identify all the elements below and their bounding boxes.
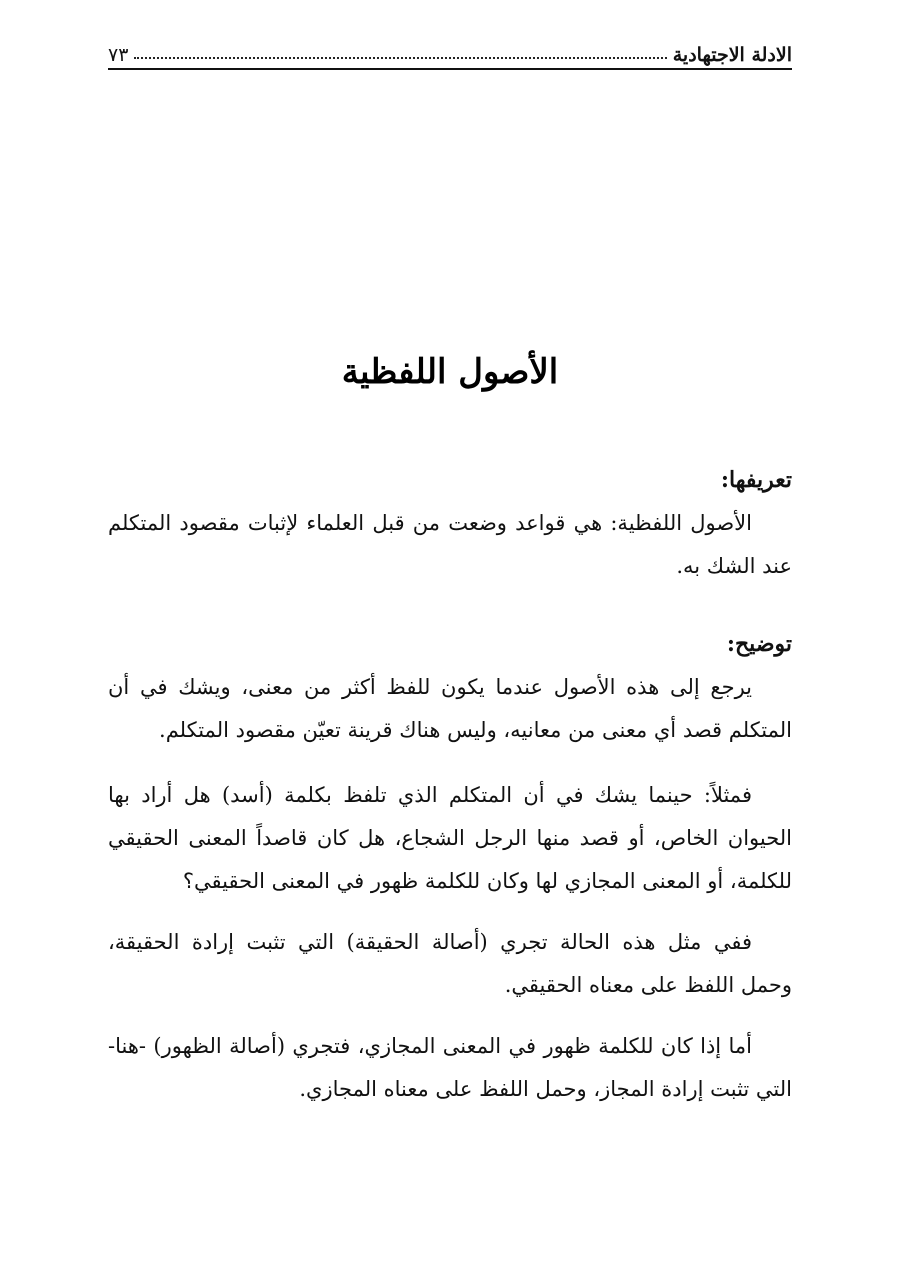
- spacer: [108, 1007, 792, 1025]
- clarification-heading: توضيح:: [726, 631, 792, 657]
- book-page: [108, 0, 792, 1266]
- leader-dots: [134, 56, 666, 59]
- body-paragraph: يرجع إلى هذه الأصول عندما يكون للفظ أكثر من معنى، ويشك في أن المتكلم قصد أي معنى من معانيه، وليس هناك قرينة تعيّن مقصود المتكلم.: [108, 675, 792, 742]
- header-rule: [108, 68, 792, 70]
- spacer: [108, 903, 792, 921]
- definition-heading: تعريفها:: [720, 467, 792, 493]
- body-paragraph: فمثلاً: حينما يشك في أن المتكلم الذي تلفظ بكلمة (أسد) هل أراد بها الحيوان الخاص، أو قصد منها الرجل الشجاع، هل كان قاصداً المعنى الحقيقي للكلمة، أو المعنى المجازي لها وكان للكلمة ظهور في المعنى الحقيقي؟: [108, 783, 792, 893]
- page-number: ٧٣: [108, 44, 129, 66]
- spacer: [108, 588, 792, 622]
- body-paragraph: أما إذا كان للكلمة ظهور في المعنى المجازي، فتجري (أصالة الظهور) -هنا- التي تثبت إرادة المجاز، وحمل اللفظ على معناه المجازي.: [108, 1034, 792, 1101]
- running-title: الادلة الاجتهادية: [672, 44, 792, 66]
- chapter-title: الأصول اللفظية: [341, 352, 559, 392]
- body-paragraph: ففي مثل هذه الحالة تجري (أصالة الحقيقة) التي تثبت إرادة الحقيقة، وحمل اللفظ على معناه الحقيقي.: [108, 930, 792, 997]
- definition-paragraph: الأصول اللفظية: هي قواعد وضعت من قبل العلماء لإثبات مقصود المتكلم عند الشك به.: [108, 511, 792, 578]
- spacer: [108, 752, 792, 774]
- running-header: [108, 30, 792, 66]
- page-body: [108, 458, 792, 1111]
